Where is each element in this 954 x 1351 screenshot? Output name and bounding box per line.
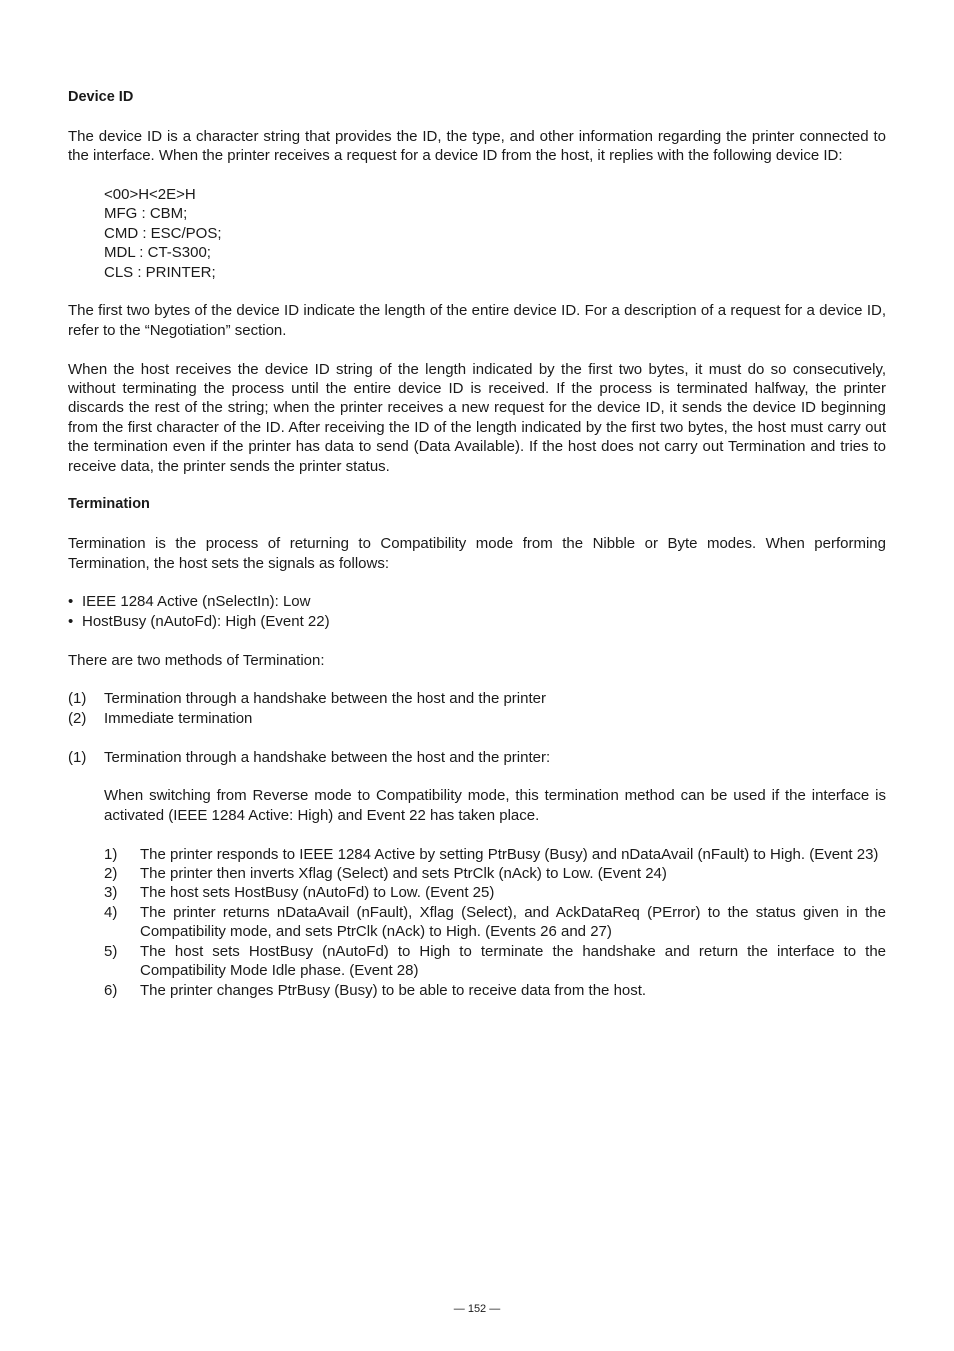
list-item	[104, 845, 886, 864]
device-id-heading: Device ID	[68, 89, 134, 105]
device-id-intro: The device ID is a character string that provides the ID, the type, and other information regarding the printer connected to the interface. When the printer receives a request for a device ID from the host, it replies with the following device ID:	[68, 127, 886, 165]
method1-title-row	[68, 748, 886, 767]
step-number: 2)	[104, 865, 118, 883]
method1-section	[68, 748, 886, 767]
signal-bullet-list	[68, 592, 886, 631]
list-number: (1)	[68, 748, 87, 766]
handshake-steps-list	[104, 845, 886, 1000]
list-item	[104, 864, 886, 883]
bullet-text: IEEE 1284 Active (nSelectIn): Low	[82, 593, 311, 611]
code-line: CLS : PRINTER;	[104, 263, 216, 281]
list-item	[68, 592, 886, 611]
bullet-text: HostBusy (nAutoFd): High (Event 22)	[82, 612, 330, 630]
termination-heading: Termination	[68, 496, 150, 513]
list-item	[104, 942, 886, 981]
list-text: Immediate termination	[104, 709, 253, 727]
page-number: — 152 —	[453, 1303, 501, 1315]
bullet-mark: •	[68, 593, 74, 611]
list-number: (2)	[68, 709, 87, 727]
step-text: The host sets HostBusy (nAutoFd) to High to terminate the handshake and return the interface to the Compatibility Mode Idle phase. (Event 28)	[140, 942, 886, 980]
method1-description: When switching from Reverse mode to Compatibility mode, this termination method can be used if the interface is activated (IEEE 1284 Active: High) and Event 22 has taken place.	[104, 787, 886, 824]
code-line: MFG : CBM;	[104, 205, 188, 223]
step-number: 4)	[104, 903, 118, 921]
list-item	[104, 981, 886, 1000]
step-number: 1)	[104, 845, 118, 863]
bullet-mark: •	[68, 612, 74, 630]
step-text: The printer responds to IEEE 1284 Active by setting PtrBusy (Busy) and nDataAvail (nFault) to High. (Event 23)	[140, 845, 879, 863]
device-id-length-paragraph: The first two bytes of the device ID indicate the length of the entire device ID. For a description of a request for a device ID, refer to the “Negotiation” section.	[68, 302, 886, 339]
methods-list	[68, 689, 886, 728]
methods-intro: There are two methods of Termination:	[68, 651, 325, 669]
list-item	[104, 903, 886, 942]
list-text: Termination through a handshake between the host and the printer	[104, 690, 546, 708]
document-page	[68, 88, 886, 1000]
step-text: The printer returns nDataAvail (nFault), Xflag (Select), and AckDataReq (PError) to the status given in the Compatibility mode, and sets PtrClk (nAck) to High. (Events 26 and 27)	[140, 903, 886, 941]
device-id-code-block	[104, 185, 886, 282]
code-line: MDL : CT-S300;	[104, 244, 211, 262]
list-item	[68, 689, 886, 708]
code-line: <00>H<2E>H	[104, 186, 196, 203]
method1-title: Termination through a handshake between the host and the printer:	[104, 748, 551, 766]
list-item	[68, 612, 886, 631]
step-number: 3)	[104, 884, 118, 902]
list-number: (1)	[68, 690, 87, 708]
step-number: 5)	[104, 942, 118, 960]
device-id-receive-paragraph: When the host receives the device ID string of the length indicated by the first two bytes, it must do so consecutively, without terminating the process until the entire device ID is received. If the process is terminated halfway, the printer discards the rest of the string; when the printer receives a new request for the device ID, it sends the device ID beginning from the first character of the ID. After receiving the ID of the length indicated by the first two bytes, the host must carry out the termination even if the printer has data to send (Data Available). If the host does not carry out Termination and tries to receive data, the printer sends the printer status.	[68, 360, 886, 475]
termination-intro: Termination is the process of returning to Compatibility mode from the Nibble or Byte modes. When performing Termination, the host sets the signals as follows:	[68, 535, 886, 572]
step-text: The printer changes PtrBusy (Busy) to be able to receive data from the host.	[140, 981, 647, 999]
code-line: CMD : ESC/POS;	[104, 224, 222, 242]
step-text: The printer then inverts Xflag (Select) and sets PtrClk (nAck) to Low. (Event 24)	[140, 865, 667, 883]
step-text: The host sets HostBusy (nAutoFd) to Low. (Event 25)	[140, 884, 495, 902]
list-item	[68, 709, 886, 728]
step-number: 6)	[104, 981, 118, 999]
list-item	[104, 883, 886, 902]
